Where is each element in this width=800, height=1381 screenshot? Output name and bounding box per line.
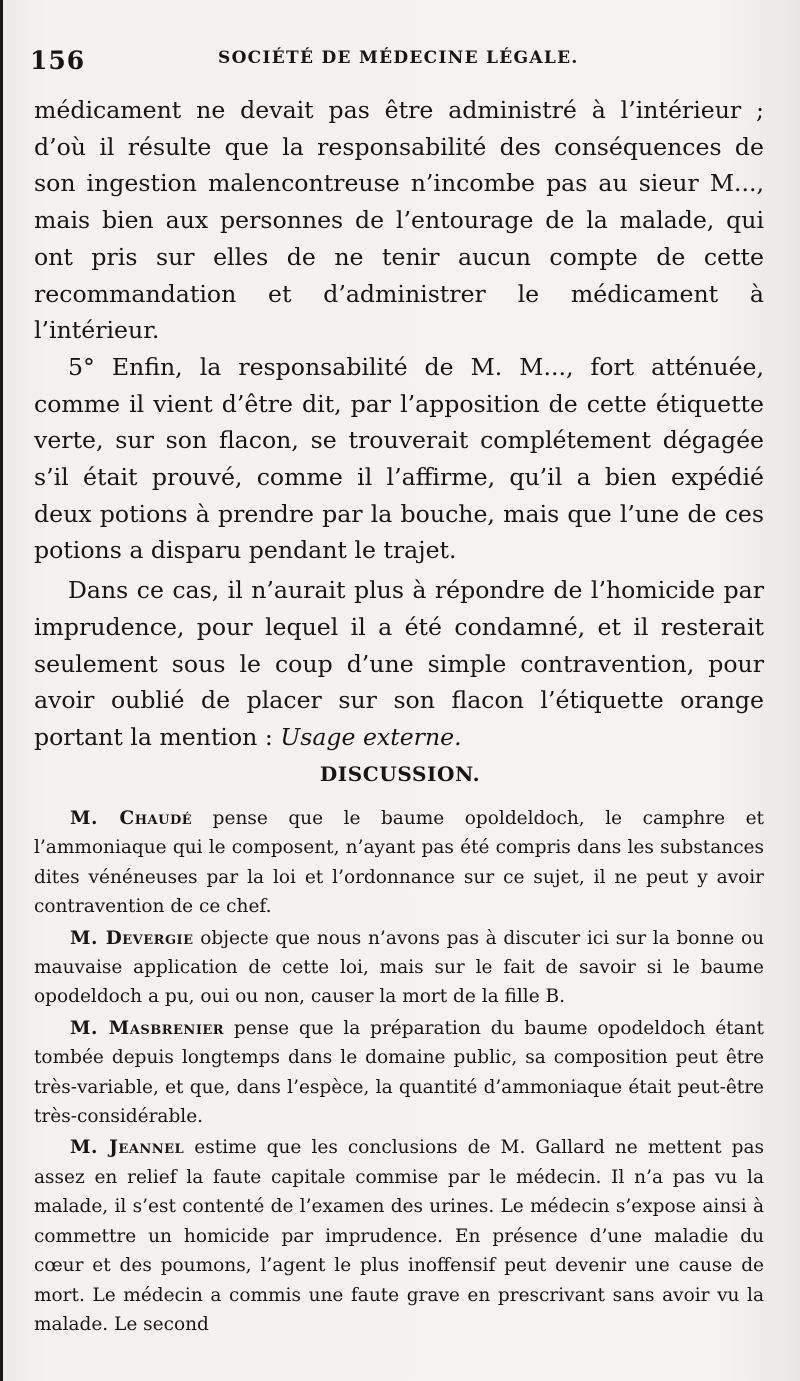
discussion-entry-masbrenier: [34, 1014, 764, 1132]
speaker-name: M. Devergie: [70, 927, 194, 949]
main-text: [34, 92, 764, 756]
speaker-remark: pense que le baume opoldeldoch, le camphre et l’ammoniaque qui le composent, n’ayant pas été compris dans les substances dites vénéneuses par la loi et l’ordonnance sur ce sujet, il ne peut y avoir contravention de ce chef.: [34, 808, 764, 918]
discussion-entry-jeannel: [34, 1133, 764, 1339]
discussion-section: [34, 804, 764, 1339]
speaker-remark: objecte que nous n’avons pas à discuter ici sur la bonne ou mauvaise application de cette loi, mais sur le fait de savoir si le baume opodeldoch a pu, oui ou non, causer la mort de la fille B.: [34, 927, 764, 1008]
discussion-entry-devergie: [34, 924, 764, 1012]
speaker-name: M. Jeannel: [70, 1137, 185, 1159]
speaker-remark: estime que les conclusions de M. Gallard ne mettent pas assez en relief la faute capitale commise par le médecin. Il n’a pas vu la malade, il s’est contenté de l’examen des urines. Le médecin s’expose ainsi à commettre un homicide par imprudence. En présence d’une maladie du cœur et des poumons, l’agent le plus inoffensif peut devenir une cause de mort. Le médecin a commis une faute grave en prescrivant sans avoir vu la malade. Le second: [34, 1137, 764, 1335]
speaker-name: M. Masbrenier: [70, 1017, 225, 1039]
paragraph-conclusion: [34, 572, 764, 756]
paragraph-point-5: 5° Enfin, la responsabilité de M. M..., fort atténuée, comme il vient d’être dit, par l’apposition de cette étiquette verte, sur son flacon, se trouverait complétement dégagée s’il était prouvé, comme il l’affirme, qu’il a bien expédié deux potions à prendre par la bouche, mais que l’une de ces potions a disparu pendant le trajet.: [34, 352, 764, 565]
usage-externe-mention: Usage externe.: [280, 722, 462, 751]
speaker-name: M. Chaudé: [70, 808, 193, 829]
paragraph-continued: médicament ne devait pas être administré à l’intérieur ; d’où il résulte que la responsabilité des conséquences de son ingestion malencontreuse n’incombe pas au sieur M..., mais bien aux personnes de l’entourage de la malade, qui ont pris sur elles de ne tenir aucun compte de cette recommandation et d’administrer le médicament à l’intérieur.: [34, 96, 764, 345]
page-number: 156: [30, 46, 86, 75]
scan-edge: [0, 0, 3, 1381]
page-header: [30, 42, 770, 76]
discussion-entry-chaude: [34, 804, 764, 922]
running-title: SOCIÉTÉ DE MÉDECINE LÉGALE.: [218, 48, 579, 68]
discussion-heading: DISCUSSION.: [319, 762, 481, 786]
speaker-remark: pense que la préparation du baume opodeldoch étant tombée depuis longtemps dans le domaine public, sa composition peut être très-variable, et que, dans l’espèce, la quantité d’ammoniaque était peut-être très-considérable.: [34, 1017, 764, 1128]
paragraph-conclusion-text: Dans ce cas, il n’aurait plus à répondre de l’homicide par imprudence, pour lequel il a été condamné, et il resterait seulement sous le coup d’une simple contravention, pour avoir oublié de placer sur son flacon l’étiquette orange portant la mention :: [34, 576, 764, 751]
